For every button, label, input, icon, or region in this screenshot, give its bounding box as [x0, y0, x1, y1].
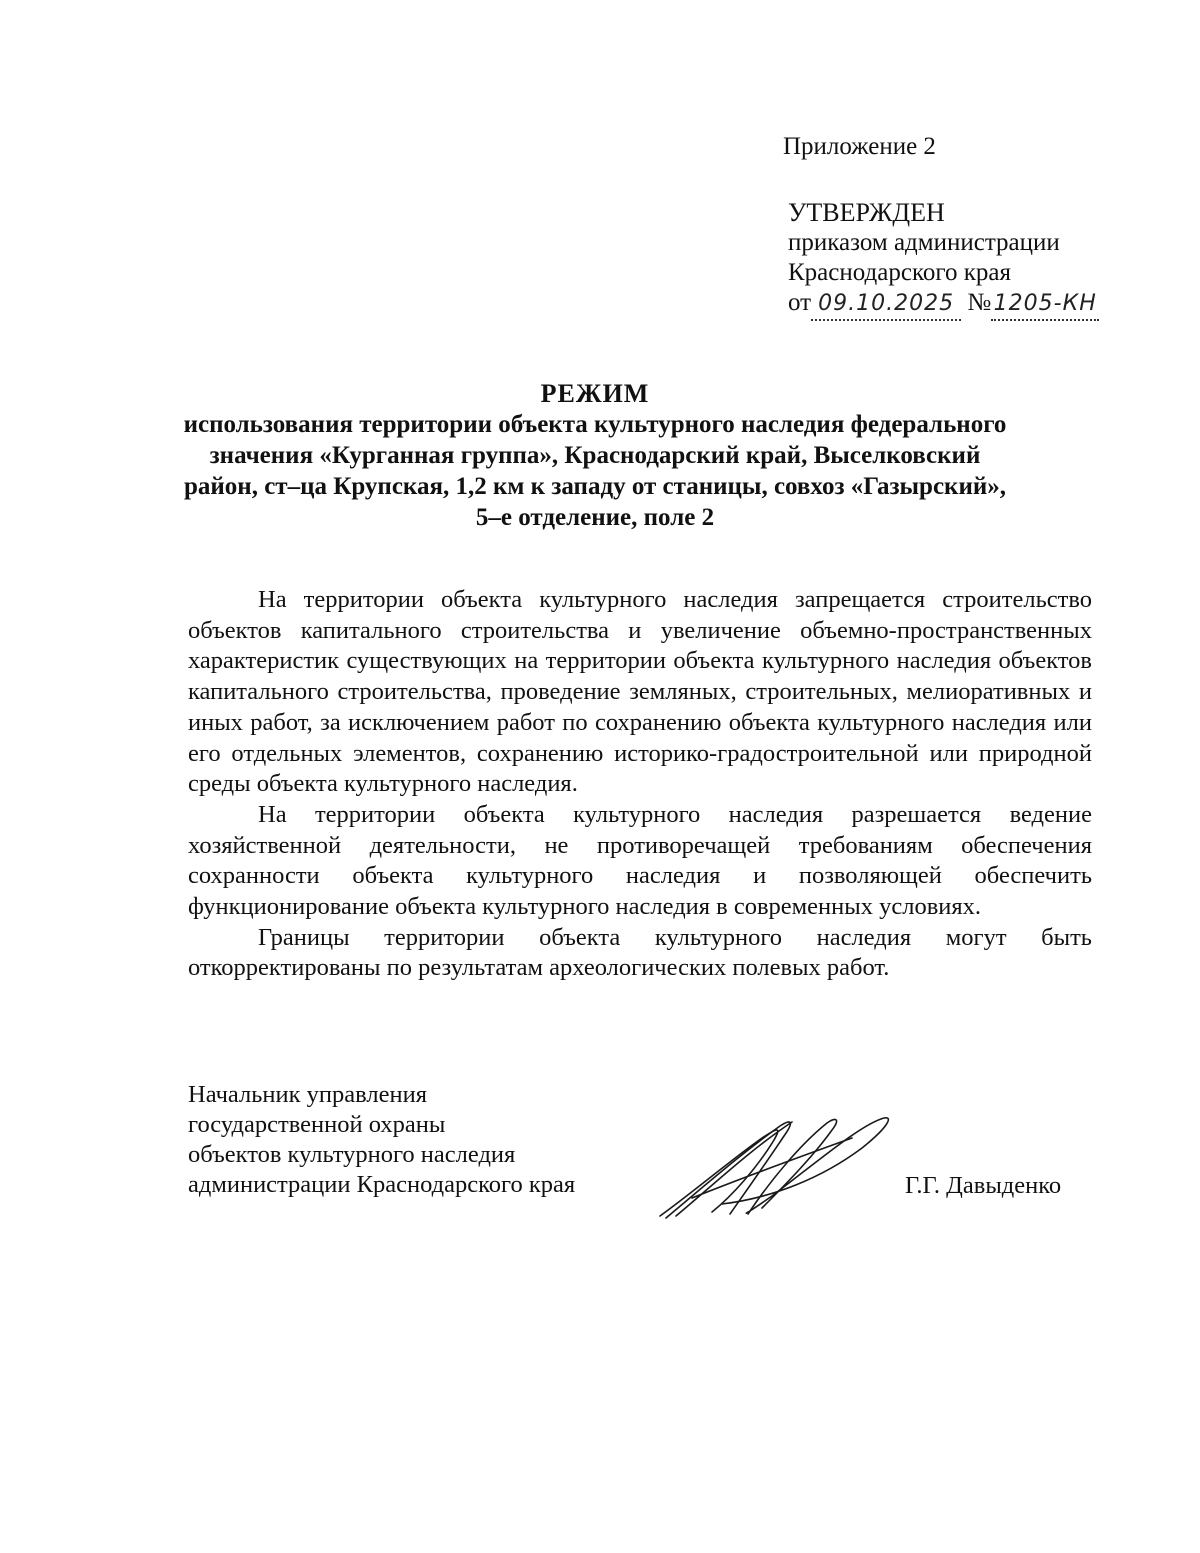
- number-prefix: №: [967, 289, 992, 316]
- paragraph-permission: На территории объекта культурного наследия разрешается ведение хозяйственной деятельности, не противоречащей требованиям обеспечения сохранности объекта культурного наследия и позволяющей обеспечить функционирование объекта культурного наследия в современных условиях.: [188, 800, 1092, 921]
- approval-date-line: [788, 288, 1099, 321]
- title-subtitle-line-1: использования территории объекта культурного наследия федерального: [183, 411, 1007, 438]
- title-subtitle-line-2: значения «Курганная группа», Краснодарский край, Выселковский: [209, 442, 981, 469]
- annex-label: Приложение 2: [783, 133, 936, 160]
- approval-line-2: Краснодарского края: [788, 259, 1011, 286]
- handwritten-signature: [652, 1108, 897, 1223]
- signatory-position-line-2: государственной охраны: [188, 1111, 446, 1138]
- date-prefix: от: [788, 289, 812, 316]
- title-subtitle-line-3: район, ст–ца Крупская, 1,2 км к западу от станицы, совхоз «Газырский»,: [183, 473, 1007, 500]
- title-subtitle-line-4: 5–е отделение, поле 2: [475, 504, 715, 531]
- approval-heading: УТВЕРЖДЕН: [788, 198, 945, 227]
- handwritten-number: 1205-КН: [991, 289, 1099, 321]
- title-heading: РЕЖИМ: [540, 379, 650, 408]
- document-body: [188, 585, 1092, 984]
- signatory-position: [188, 1080, 575, 1200]
- signatory-position-line-4: администрации Краснодарского края: [188, 1171, 576, 1198]
- document-title: [150, 378, 1040, 533]
- approval-block: [788, 198, 1099, 321]
- paragraph-prohibition: На территории объекта культурного наследия запрещается строительство объектов капитального строительства и увеличение объемно-пространственных характеристик существующих на территории объекта культурного наследия объектов капитального строительства, проведение земляных, строительных, мелиоративных и иных работ, за исключением работ по сохранению объекта культурного наследия или его отдельных элементов, сохранению историко-градостроительной или природной среды объекта культурного наследия.: [188, 586, 1092, 798]
- signatory-position-line-3: объектов культурного наследия: [188, 1141, 516, 1168]
- approval-line-1: приказом администрации: [788, 229, 1060, 256]
- signatory-name: Г.Г. Давыденко: [905, 1172, 1062, 1199]
- signatory-position-line-1: Начальник управления: [188, 1081, 427, 1108]
- paragraph-boundaries: Границы территории объекта культурного наследия могут быть откорректированы по результатам археологических полевых работ.: [188, 923, 1092, 982]
- handwritten-date: 09.10.2025: [811, 289, 961, 321]
